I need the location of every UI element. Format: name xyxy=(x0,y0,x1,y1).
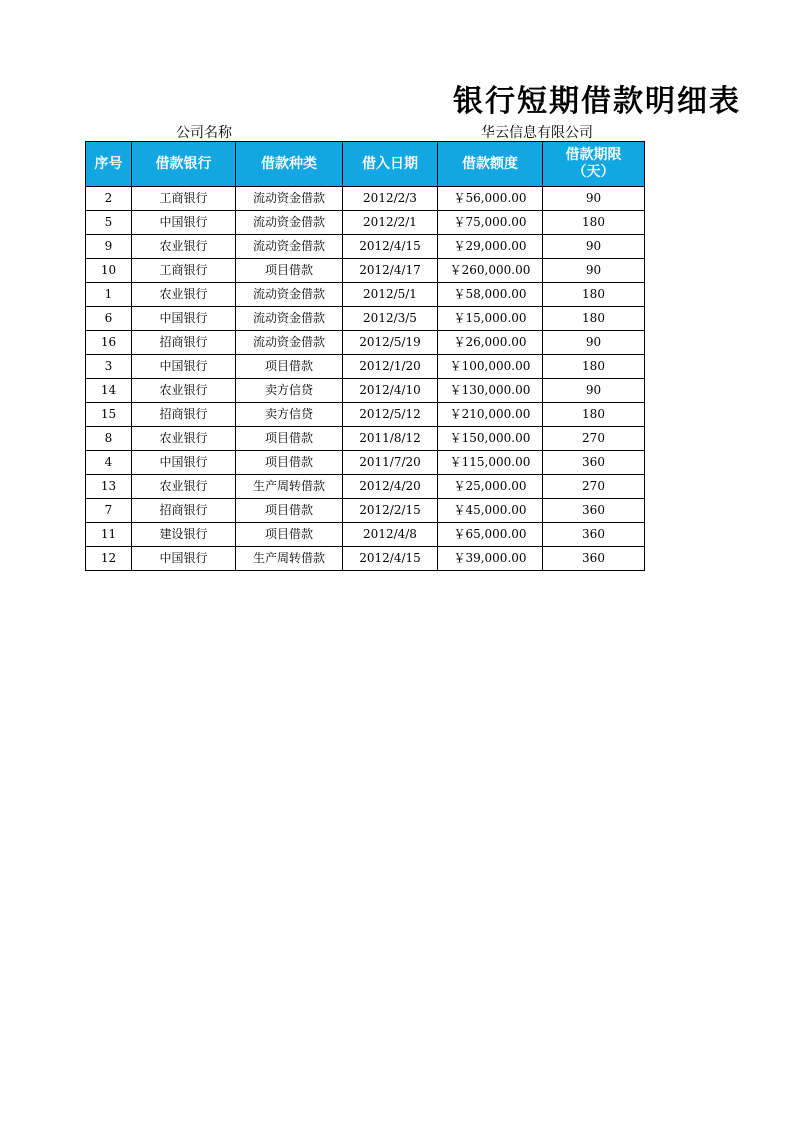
cell-loan-type: 流动资金借款 xyxy=(236,235,343,259)
header-date: 借入日期 xyxy=(343,142,438,187)
cell-amount: ￥115,000.00 xyxy=(438,451,543,475)
cell-amount: ￥65,000.00 xyxy=(438,523,543,547)
table-row xyxy=(86,283,645,307)
cell-loan-type: 流动资金借款 xyxy=(236,283,343,307)
page-title: 银行短期借款明细表 xyxy=(453,84,741,119)
cell-loan-type: 生产周转借款 xyxy=(236,547,343,571)
cell-loan-type: 项目借款 xyxy=(236,355,343,379)
cell-bank: 招商银行 xyxy=(132,403,236,427)
cell-bank: 中国银行 xyxy=(132,307,236,331)
cell-bank: 中国银行 xyxy=(132,355,236,379)
cell-no: 15 xyxy=(86,403,132,427)
cell-term: 180 xyxy=(543,307,645,331)
cell-amount: ￥56,000.00 xyxy=(438,187,543,211)
cell-loan-type: 流动资金借款 xyxy=(236,331,343,355)
cell-date: 2012/4/8 xyxy=(343,523,438,547)
table-row xyxy=(86,235,645,259)
table-row xyxy=(86,355,645,379)
cell-amount: ￥29,000.00 xyxy=(438,235,543,259)
cell-loan-type: 卖方信贷 xyxy=(236,379,343,403)
cell-date: 2012/4/10 xyxy=(343,379,438,403)
cell-bank: 中国银行 xyxy=(132,211,236,235)
header-type: 借款种类 xyxy=(236,142,343,187)
table-row xyxy=(86,331,645,355)
table-row xyxy=(86,211,645,235)
table-row xyxy=(86,475,645,499)
company-name-value: 华云信息有限公司 xyxy=(481,125,593,141)
cell-term: 360 xyxy=(543,523,645,547)
cell-date: 2012/4/15 xyxy=(343,235,438,259)
cell-date: 2012/5/19 xyxy=(343,331,438,355)
cell-amount: ￥25,000.00 xyxy=(438,475,543,499)
loan-table xyxy=(85,141,645,571)
cell-bank: 工商银行 xyxy=(132,187,236,211)
cell-loan-type: 项目借款 xyxy=(236,451,343,475)
cell-amount: ￥75,000.00 xyxy=(438,211,543,235)
cell-no: 3 xyxy=(86,355,132,379)
cell-no: 8 xyxy=(86,427,132,451)
cell-no: 5 xyxy=(86,211,132,235)
table-row xyxy=(86,499,645,523)
cell-date: 2012/5/12 xyxy=(343,403,438,427)
table-header-row xyxy=(86,142,645,187)
table-row xyxy=(86,403,645,427)
cell-loan-type: 卖方信贷 xyxy=(236,403,343,427)
table-row xyxy=(86,451,645,475)
cell-term: 180 xyxy=(543,283,645,307)
cell-amount: ￥58,000.00 xyxy=(438,283,543,307)
table-row xyxy=(86,547,645,571)
cell-term: 90 xyxy=(543,187,645,211)
cell-date: 2012/3/5 xyxy=(343,307,438,331)
cell-no: 10 xyxy=(86,259,132,283)
cell-loan-type: 项目借款 xyxy=(236,259,343,283)
cell-no: 6 xyxy=(86,307,132,331)
cell-no: 4 xyxy=(86,451,132,475)
cell-amount: ￥150,000.00 xyxy=(438,427,543,451)
cell-date: 2012/5/1 xyxy=(343,283,438,307)
cell-loan-type: 流动资金借款 xyxy=(236,307,343,331)
cell-no: 7 xyxy=(86,499,132,523)
cell-date: 2012/2/15 xyxy=(343,499,438,523)
table-row xyxy=(86,259,645,283)
header-amount: 借款额度 xyxy=(438,142,543,187)
cell-term: 90 xyxy=(543,259,645,283)
header-term-line1: 借款期限 xyxy=(565,147,622,163)
cell-term: 90 xyxy=(543,235,645,259)
cell-bank: 中国银行 xyxy=(132,547,236,571)
cell-term: 90 xyxy=(543,379,645,403)
cell-date: 2012/2/3 xyxy=(343,187,438,211)
cell-no: 2 xyxy=(86,187,132,211)
company-name-label: 公司名称 xyxy=(176,125,232,141)
cell-no: 16 xyxy=(86,331,132,355)
cell-date: 2012/4/20 xyxy=(343,475,438,499)
cell-date: 2012/4/15 xyxy=(343,547,438,571)
cell-date: 2011/8/12 xyxy=(343,427,438,451)
cell-loan-type: 项目借款 xyxy=(236,499,343,523)
cell-term: 180 xyxy=(543,211,645,235)
cell-date: 2012/4/17 xyxy=(343,259,438,283)
table-row xyxy=(86,379,645,403)
cell-term: 360 xyxy=(543,451,645,475)
table-row xyxy=(86,523,645,547)
cell-no: 11 xyxy=(86,523,132,547)
cell-no: 9 xyxy=(86,235,132,259)
cell-term: 180 xyxy=(543,355,645,379)
cell-term: 180 xyxy=(543,403,645,427)
cell-bank: 农业银行 xyxy=(132,379,236,403)
cell-term: 270 xyxy=(543,427,645,451)
cell-no: 13 xyxy=(86,475,132,499)
cell-amount: ￥210,000.00 xyxy=(438,403,543,427)
cell-date: 2012/2/1 xyxy=(343,211,438,235)
cell-bank: 招商银行 xyxy=(132,331,236,355)
header-term-line2: （天） xyxy=(572,164,615,180)
cell-bank: 招商银行 xyxy=(132,499,236,523)
cell-term: 360 xyxy=(543,547,645,571)
cell-amount: ￥260,000.00 xyxy=(438,259,543,283)
cell-amount: ￥39,000.00 xyxy=(438,547,543,571)
table-row xyxy=(86,187,645,211)
cell-bank: 农业银行 xyxy=(132,427,236,451)
cell-bank: 农业银行 xyxy=(132,283,236,307)
cell-amount: ￥100,000.00 xyxy=(438,355,543,379)
header-no: 序号 xyxy=(86,142,132,187)
cell-bank: 农业银行 xyxy=(132,235,236,259)
cell-amount: ￥45,000.00 xyxy=(438,499,543,523)
cell-amount: ￥15,000.00 xyxy=(438,307,543,331)
cell-loan-type: 流动资金借款 xyxy=(236,211,343,235)
cell-loan-type: 流动资金借款 xyxy=(236,187,343,211)
cell-date: 2011/7/20 xyxy=(343,451,438,475)
title-container xyxy=(453,80,793,124)
cell-loan-type: 项目借款 xyxy=(236,427,343,451)
cell-no: 1 xyxy=(86,283,132,307)
cell-no: 12 xyxy=(86,547,132,571)
table-row xyxy=(86,427,645,451)
table-row xyxy=(86,307,645,331)
cell-bank: 工商银行 xyxy=(132,259,236,283)
cell-loan-type: 生产周转借款 xyxy=(236,475,343,499)
cell-amount: ￥130,000.00 xyxy=(438,379,543,403)
cell-term: 90 xyxy=(543,331,645,355)
cell-amount: ￥26,000.00 xyxy=(438,331,543,355)
cell-bank: 中国银行 xyxy=(132,451,236,475)
cell-term: 360 xyxy=(543,499,645,523)
cell-date: 2012/1/20 xyxy=(343,355,438,379)
table-body xyxy=(86,187,645,571)
cell-loan-type: 项目借款 xyxy=(236,523,343,547)
cell-no: 14 xyxy=(86,379,132,403)
cell-bank: 建设银行 xyxy=(132,523,236,547)
header-term xyxy=(543,142,645,187)
header-bank: 借款银行 xyxy=(132,142,236,187)
cell-bank: 农业银行 xyxy=(132,475,236,499)
cell-term: 270 xyxy=(543,475,645,499)
